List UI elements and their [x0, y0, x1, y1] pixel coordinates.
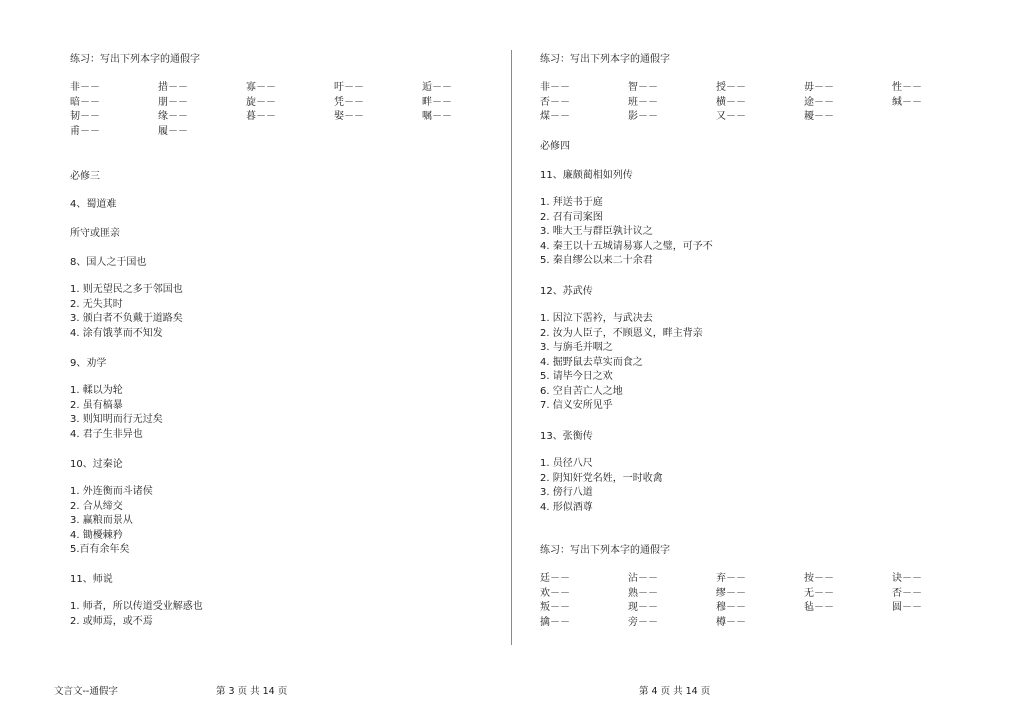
exercise-cell: 否－－ [892, 587, 922, 599]
exercise-cell: 叛－－ [540, 602, 570, 613]
exercise-cell: 逅－－ [422, 82, 452, 93]
list-item: 6. 空自苦亡人之地 [540, 385, 623, 397]
page-divider [511, 50, 512, 645]
exercise-cell: 缪－－ [716, 587, 746, 599]
list-item: 1. 外连衡而斗诸侯 [70, 486, 153, 497]
exercise-cell: 班－－ [628, 96, 658, 108]
exercise-cell: 樽－－ [716, 616, 746, 628]
list-item: 1. 员径八尺 [540, 458, 593, 469]
list-item: 7. 信义安所见乎 [540, 400, 613, 411]
exercise-cell: 耰－－ [804, 111, 834, 122]
exercise-cell: 吁－－ [334, 82, 364, 93]
exercise-cell: 影－－ [628, 111, 658, 122]
list-item: 2. 召有司案图 [540, 211, 603, 223]
exercise-cell: 寡－－ [246, 82, 276, 93]
exercise-cell: 缘－－ [158, 111, 188, 122]
exercise-cell: 毡－－ [804, 602, 834, 613]
list-item: 2. 无失其时 [70, 298, 123, 310]
list-item: 3. 则知明而行无过矣 [70, 414, 163, 425]
list-item: 2. 合从缔交 [70, 500, 123, 512]
list-item: 4. 君子生非异也 [70, 428, 143, 440]
exercise-cell: 圆－－ [892, 602, 922, 613]
section-title: 4、蜀道难 [70, 199, 117, 210]
list-item: 5. 秦自缪公以来二十余君 [540, 255, 653, 266]
section-title: 10、过秦论 [70, 459, 123, 470]
list-item: 4. 掘野鼠去草实而食之 [540, 356, 643, 368]
exercise-cell: 非－－ [70, 82, 100, 93]
section-title: 9、劝学 [70, 358, 107, 369]
exercise-cell [804, 617, 892, 629]
exercise-cell: 按－－ [804, 573, 834, 584]
exercise-cell: 甫－－ [70, 125, 100, 137]
exercise-cell: 擒－－ [540, 616, 570, 628]
exercise-cell [422, 126, 510, 138]
exercise-cell: 穆－－ [716, 602, 746, 613]
list-item: 4. 锄櫌棘矜 [70, 529, 123, 541]
section-title: 8、国人之于国也 [70, 257, 147, 268]
section-list [70, 485, 153, 558]
exercise-cell [334, 126, 422, 138]
list-item: 3. 赢粮而景从 [70, 515, 133, 526]
book-title: 必修四 [540, 141, 570, 152]
exercise-cell: 措－－ [158, 82, 188, 93]
section-list [70, 384, 163, 442]
exercise-cell: 横－－ [716, 96, 746, 108]
exercise-cell: 性－－ [892, 82, 922, 93]
section-title: 11、师说 [70, 574, 113, 585]
exercise-cell: 嘱－－ [422, 111, 452, 122]
list-item: 5.百有余年矣 [70, 544, 130, 555]
exercise-title: 练习：写出下列本字的通假字 [70, 54, 200, 65]
exercise-cell: 否－－ [540, 96, 570, 108]
section-text: 所守或匪亲 [70, 228, 120, 239]
exercise-cell: 缄－－ [892, 96, 922, 108]
exercise-cell: 畔－－ [422, 96, 452, 108]
exercise-cell [892, 111, 980, 123]
list-item: 2. 阴知奸党名姓，一时收禽 [540, 472, 663, 484]
section-list [70, 600, 203, 629]
exercise-title: 练习：写出下列本字的通假字 [540, 545, 670, 556]
exercise-cell: 毋－－ [804, 82, 834, 93]
exercise-cell: 暗－－ [70, 96, 100, 108]
exercise-cell: 廷－－ [540, 573, 570, 584]
exercise-grid [70, 82, 510, 138]
list-item: 2. 或师焉，或不焉 [70, 615, 153, 627]
exercise-cell: 现－－ [628, 602, 658, 613]
section-list [540, 457, 663, 515]
exercise-grid [540, 573, 980, 629]
list-item: 3. 傍行八道 [540, 487, 593, 498]
exercise-cell: 授－－ [716, 82, 746, 93]
footer-page-number: 第 3 页 共 14 页 [216, 686, 288, 697]
list-item: 4. 秦王以十五城请易寡人之璧，可予不 [540, 240, 713, 252]
list-item: 1. 輮以为轮 [70, 385, 123, 396]
section-list [540, 196, 713, 269]
exercise-cell: 娶－－ [334, 111, 364, 122]
list-item: 3. 唯大王与群臣孰计议之 [540, 226, 653, 237]
exercise-grid [540, 82, 980, 123]
footer-page-number: 第 4 页 共 14 页 [639, 686, 711, 697]
exercise-cell: 旋－－ [246, 96, 276, 108]
footer-doc-title: 文言文--通假字 [54, 686, 118, 697]
list-item: 4. 涂有饿莩而不知发 [70, 327, 163, 339]
list-item: 1. 师者，所以传道受业解惑也 [70, 601, 203, 612]
list-item: 5. 请毕今日之欢 [540, 371, 613, 382]
section-title: 11、廉颇蔺相如列传 [540, 170, 633, 181]
book-title: 必修三 [70, 171, 100, 182]
exercise-cell: 熟－－ [628, 587, 658, 599]
exercise-cell: 诀－－ [892, 573, 922, 584]
exercise-cell [246, 126, 334, 138]
list-item: 3. 与旃毛并咽之 [540, 342, 613, 353]
exercise-cell: 途－－ [804, 96, 834, 108]
list-item: 4. 形似酒尊 [540, 501, 593, 513]
exercise-cell: 弃－－ [716, 573, 746, 584]
section-list [70, 283, 183, 341]
section-title: 13、张衡传 [540, 431, 593, 442]
exercise-cell: 智－－ [628, 82, 658, 93]
exercise-cell: 朋－－ [158, 96, 188, 108]
exercise-cell: 非－－ [540, 82, 570, 93]
list-item: 1. 因泣下霑衿，与武决去 [540, 313, 653, 324]
exercise-cell [892, 617, 980, 629]
section-title: 12、苏武传 [540, 286, 593, 297]
exercise-cell: 又－－ [716, 111, 746, 122]
list-item: 1. 拜送书于庭 [540, 197, 603, 208]
exercise-cell: 凭－－ [334, 96, 364, 108]
exercise-title: 练习：写出下列本字的通假字 [540, 54, 670, 65]
section-list [540, 312, 703, 414]
exercise-cell: 履－－ [158, 125, 188, 137]
exercise-cell: 旁－－ [628, 616, 658, 628]
exercise-cell: 韧－－ [70, 111, 100, 122]
list-item: 2. 汝为人臣子，不顾恩义，畔主背亲 [540, 327, 703, 339]
exercise-cell: 无－－ [804, 587, 834, 599]
list-item: 1. 则无望民之多于邻国也 [70, 284, 183, 295]
list-item: 2. 虽有槁暴 [70, 399, 123, 411]
list-item: 3. 颁白者不负戴于道路矣 [70, 313, 183, 324]
exercise-cell: 沾－－ [628, 573, 658, 584]
exercise-cell: 煤－－ [540, 111, 570, 122]
exercise-cell: 暮－－ [246, 111, 276, 122]
exercise-cell: 欢－－ [540, 587, 570, 599]
